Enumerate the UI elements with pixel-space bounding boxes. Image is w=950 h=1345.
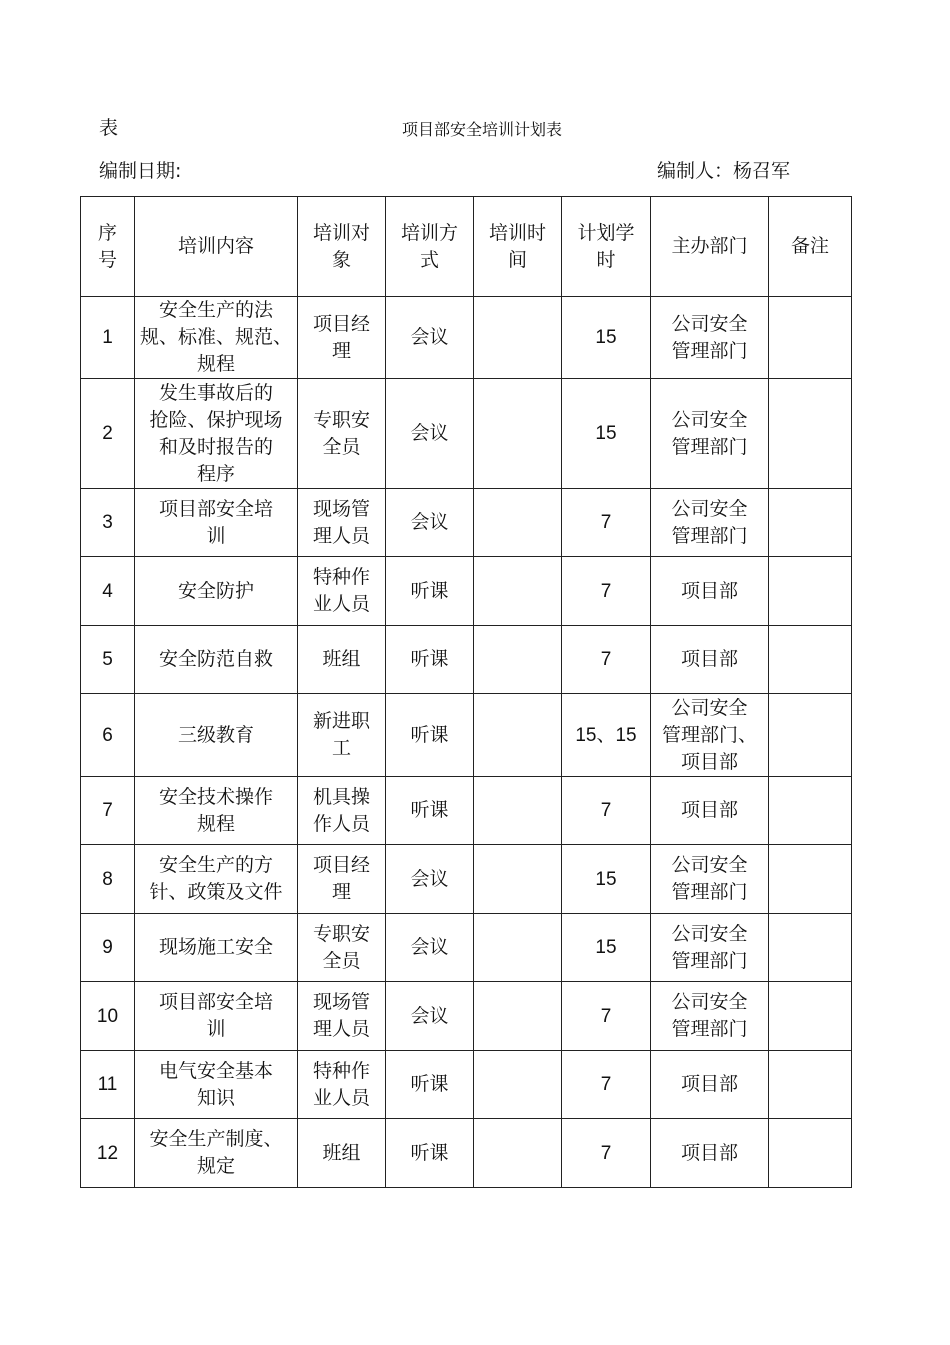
training-target-cell: 现场管 理人员	[298, 489, 386, 557]
planned-hours-cell: 7	[562, 489, 651, 557]
planned-hours-cell: 7	[562, 982, 651, 1051]
training-target-cell: 项目经 理	[298, 297, 386, 379]
training-content-cell: 项目部安全培 训	[135, 982, 298, 1051]
training-target-cell: 班组	[298, 1119, 386, 1188]
table-row	[81, 1051, 852, 1119]
host-department-cell: 项目部	[651, 777, 769, 845]
table-row	[81, 557, 852, 626]
training-time-cell	[474, 694, 562, 777]
row-number-cell: 7	[81, 777, 135, 845]
training-content-cell: 安全生产制度、 规定	[135, 1119, 298, 1188]
training-method-cell: 会议	[386, 489, 474, 557]
planned-hours-cell: 7	[562, 1051, 651, 1119]
row-number-cell: 10	[81, 982, 135, 1051]
remarks-cell	[769, 1051, 852, 1119]
row-number-cell: 5	[81, 626, 135, 694]
training-content-cell: 项目部安全培 训	[135, 489, 298, 557]
training-target-cell: 专职安 全员	[298, 379, 386, 489]
training-method-cell: 听课	[386, 1051, 474, 1119]
host-department-cell: 公司安全 管理部门	[651, 914, 769, 982]
planned-hours-cell: 15、15	[562, 694, 651, 777]
remarks-cell	[769, 379, 852, 489]
training-content-cell: 安全生产的方 针、政策及文件	[135, 845, 298, 914]
training-method-cell: 听课	[386, 626, 474, 694]
column-header-content: 培训内容	[135, 197, 298, 297]
row-number-cell: 3	[81, 489, 135, 557]
row-number-cell: 2	[81, 379, 135, 489]
training-method-cell: 听课	[386, 777, 474, 845]
planned-hours-cell: 15	[562, 845, 651, 914]
host-department-cell: 项目部	[651, 1119, 769, 1188]
column-header-note: 备注	[769, 197, 852, 297]
remarks-cell	[769, 982, 852, 1051]
training-content-cell: 电气安全基本 知识	[135, 1051, 298, 1119]
training-time-cell	[474, 1119, 562, 1188]
table-row	[81, 982, 852, 1051]
training-time-cell	[474, 557, 562, 626]
planned-hours-cell: 15	[562, 914, 651, 982]
table-prefix-label: 表	[99, 117, 119, 139]
training-content-cell: 安全防范自救	[135, 626, 298, 694]
training-content-cell: 安全生产的法 规、标准、规范、 规程	[135, 297, 298, 379]
host-department-cell: 公司安全 管理部门	[651, 297, 769, 379]
training-target-cell: 特种作 业人员	[298, 557, 386, 626]
remarks-cell	[769, 626, 852, 694]
training-target-cell: 班组	[298, 626, 386, 694]
column-header-target: 培训对 象	[298, 197, 386, 297]
training-method-cell: 听课	[386, 557, 474, 626]
planned-hours-cell: 7	[562, 777, 651, 845]
host-department-cell: 公司安全 管理部门	[651, 379, 769, 489]
column-header-method: 培训方 式	[386, 197, 474, 297]
row-number-cell: 12	[81, 1119, 135, 1188]
remarks-cell	[769, 914, 852, 982]
training-target-cell: 项目经 理	[298, 845, 386, 914]
table-row	[81, 694, 852, 777]
training-content-cell: 发生事故后的 抢险、保护现场 和及时报告的 程序	[135, 379, 298, 489]
remarks-cell	[769, 297, 852, 379]
table-row	[81, 1119, 852, 1188]
row-number-cell: 11	[81, 1051, 135, 1119]
date-label: 编制日期:	[99, 160, 182, 182]
row-number-cell: 9	[81, 914, 135, 982]
host-department-cell: 公司安全 管理部门	[651, 489, 769, 557]
training-method-cell: 会议	[386, 379, 474, 489]
column-header-time: 培训时 间	[474, 197, 562, 297]
planned-hours-cell: 15	[562, 379, 651, 489]
training-time-cell	[474, 1051, 562, 1119]
training-method-cell: 会议	[386, 982, 474, 1051]
table-header-row	[81, 197, 852, 297]
table-row	[81, 489, 852, 557]
host-department-cell: 公司安全 管理部门	[651, 982, 769, 1051]
training-content-cell: 安全技术操作 规程	[135, 777, 298, 845]
training-time-cell	[474, 914, 562, 982]
host-department-cell: 公司安全 管理部门、 项目部	[651, 694, 769, 777]
training-time-cell	[474, 379, 562, 489]
author-label: 编制人：杨召军	[657, 160, 791, 182]
training-content-cell: 安全防护	[135, 557, 298, 626]
planned-hours-cell: 7	[562, 557, 651, 626]
column-header-no: 序 号	[81, 197, 135, 297]
planned-hours-cell: 7	[562, 626, 651, 694]
training-target-cell: 机具操 作人员	[298, 777, 386, 845]
row-number-cell: 4	[81, 557, 135, 626]
row-number-cell: 1	[81, 297, 135, 379]
table-row	[81, 379, 852, 489]
training-method-cell: 会议	[386, 845, 474, 914]
training-plan-table	[80, 196, 852, 1188]
remarks-cell	[769, 1119, 852, 1188]
planned-hours-cell: 15	[562, 297, 651, 379]
remarks-cell	[769, 489, 852, 557]
training-time-cell	[474, 777, 562, 845]
training-method-cell: 听课	[386, 694, 474, 777]
remarks-cell	[769, 845, 852, 914]
host-department-cell: 项目部	[651, 1051, 769, 1119]
table-body	[81, 297, 852, 1188]
host-department-cell: 项目部	[651, 626, 769, 694]
training-target-cell: 新进职 工	[298, 694, 386, 777]
table-row	[81, 297, 852, 379]
table-row	[81, 845, 852, 914]
remarks-cell	[769, 777, 852, 845]
host-department-cell: 公司安全 管理部门	[651, 845, 769, 914]
table-row	[81, 914, 852, 982]
page-title: 项目部安全培训计划表	[402, 120, 563, 139]
host-department-cell: 项目部	[651, 557, 769, 626]
training-content-cell: 现场施工安全	[135, 914, 298, 982]
training-target-cell: 专职安 全员	[298, 914, 386, 982]
training-method-cell: 听课	[386, 1119, 474, 1188]
training-target-cell: 现场管 理人员	[298, 982, 386, 1051]
training-time-cell	[474, 626, 562, 694]
row-number-cell: 6	[81, 694, 135, 777]
column-header-hours: 计划学 时	[562, 197, 651, 297]
training-target-cell: 特种作 业人员	[298, 1051, 386, 1119]
training-method-cell: 会议	[386, 297, 474, 379]
row-number-cell: 8	[81, 845, 135, 914]
table-row	[81, 777, 852, 845]
training-time-cell	[474, 297, 562, 379]
remarks-cell	[769, 557, 852, 626]
planned-hours-cell: 7	[562, 1119, 651, 1188]
remarks-cell	[769, 694, 852, 777]
training-content-cell: 三级教育	[135, 694, 298, 777]
training-method-cell: 会议	[386, 914, 474, 982]
training-time-cell	[474, 845, 562, 914]
table-row	[81, 626, 852, 694]
training-time-cell	[474, 982, 562, 1051]
training-time-cell	[474, 489, 562, 557]
column-header-dept: 主办部门	[651, 197, 769, 297]
